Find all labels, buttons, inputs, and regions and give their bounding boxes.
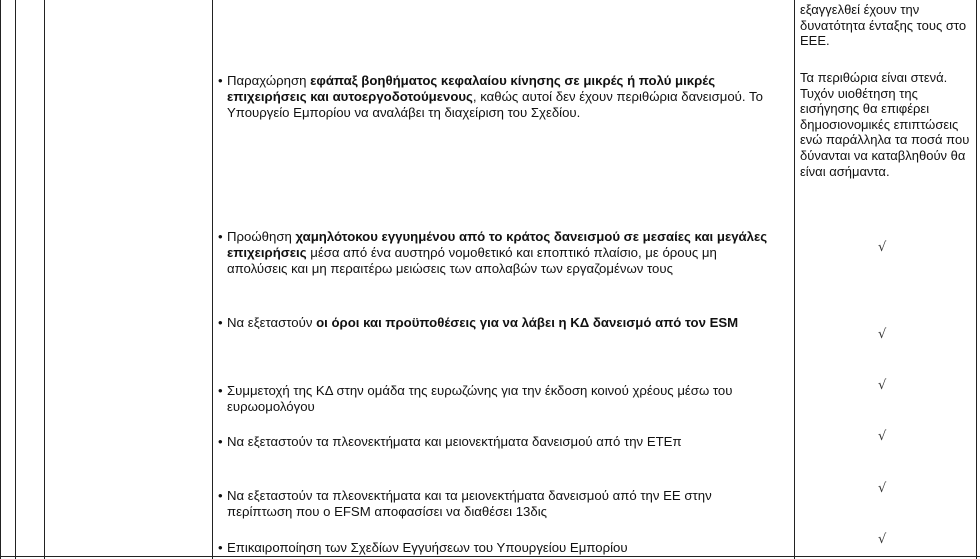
bullet-icon: •	[218, 488, 223, 503]
list-item	[218, 315, 780, 331]
list-item	[218, 540, 780, 556]
check-mark-icon: √	[878, 240, 887, 255]
check-mark-icon: √	[878, 481, 887, 496]
bullet-icon: •	[218, 434, 223, 449]
bullet-icon: •	[218, 73, 223, 88]
list-item	[218, 73, 780, 121]
right-column-comment: Τα περιθώρια είναι στενά. Τυχόν υιοθέτηση της εισήγησης θα επιφέρει δημοσιονομικές επιπτώσεις ενώ παράλληλα τα ποσά που δύνανται να καταβληθούν θα είναι ασήμαντα.	[800, 70, 970, 179]
bullet-icon: •	[218, 540, 223, 555]
table-border-col4	[794, 0, 795, 559]
table-border-col3	[212, 0, 213, 559]
bullet-icon: •	[218, 383, 223, 398]
item-text: Να εξεταστούν τα πλεονεκτήματα και τα μειονεκτήματα δανεισμού από την ΕΕ στην περίπτωση που ο EFSM αποφασίσει να διαθέσει 13δις	[227, 488, 712, 519]
list-item	[218, 383, 780, 415]
check-mark-icon: √	[878, 327, 887, 342]
check-mark-icon: √	[878, 532, 887, 547]
item-text: Προώθηση χαμηλότοκου εγγυημένου από το κράτος δανεισμού σε μεσαίες και μεγάλες επιχειρήσεις μέσα από ένα αυστηρό νομοθετικό και εποπτικό πλαίσιο, με όρους μη απολύσεις και μη περαιτέρω μειώσεις των απολαβών των εργαζομένων τους	[227, 229, 768, 276]
check-mark-icon: √	[878, 429, 887, 444]
item-text: Να εξεταστούν τα πλεονεκτήματα και μειονεκτήματα δανεισμού από την ΕΤΕπ	[227, 434, 682, 449]
list-item	[218, 434, 780, 450]
item-text: Παραχώρηση εφάπαξ βοηθήματος κεφαλαίου κίνησης σε μικρές ή πολύ μικρές επιχειρήσεις και αυτοεργοδοτούμενους, καθώς αυτοί δεν έχουν περιθώρια δανεισμού. Το Υπουργείο Εμπορίου να αναλάβει τη διαχείριση του Σχεδίου.	[227, 73, 763, 120]
bullet-icon: •	[218, 229, 223, 244]
item-text: Επικαιροποίηση των Σχεδίων Εγγυήσεων του Υπουργείου Εμπορίου	[227, 540, 628, 555]
list-item	[218, 229, 780, 277]
list-item	[218, 488, 780, 520]
item-text: Να εξεταστούν οι όροι και προϋποθέσεις για να λάβει η ΚΔ δανεισμό από τον ESM	[227, 315, 739, 330]
table-border-right	[976, 0, 977, 559]
check-mark-icon: √	[878, 378, 887, 393]
table-border-col1	[15, 0, 16, 559]
table-border-col2	[44, 0, 45, 559]
table-border-left	[0, 0, 1, 559]
table-border-bottom	[0, 556, 980, 557]
item-text: Συμμετοχή της ΚΔ στην ομάδα της ευρωζώνης για την έκδοση κοινού χρέους μέσω του ευρωομολόγου	[227, 383, 733, 414]
right-column-continuation: εξαγγελθεί έχουν την δυνατότητα ένταξης τους στο ΕΕΕ.	[800, 2, 967, 49]
bullet-icon: •	[218, 315, 223, 330]
